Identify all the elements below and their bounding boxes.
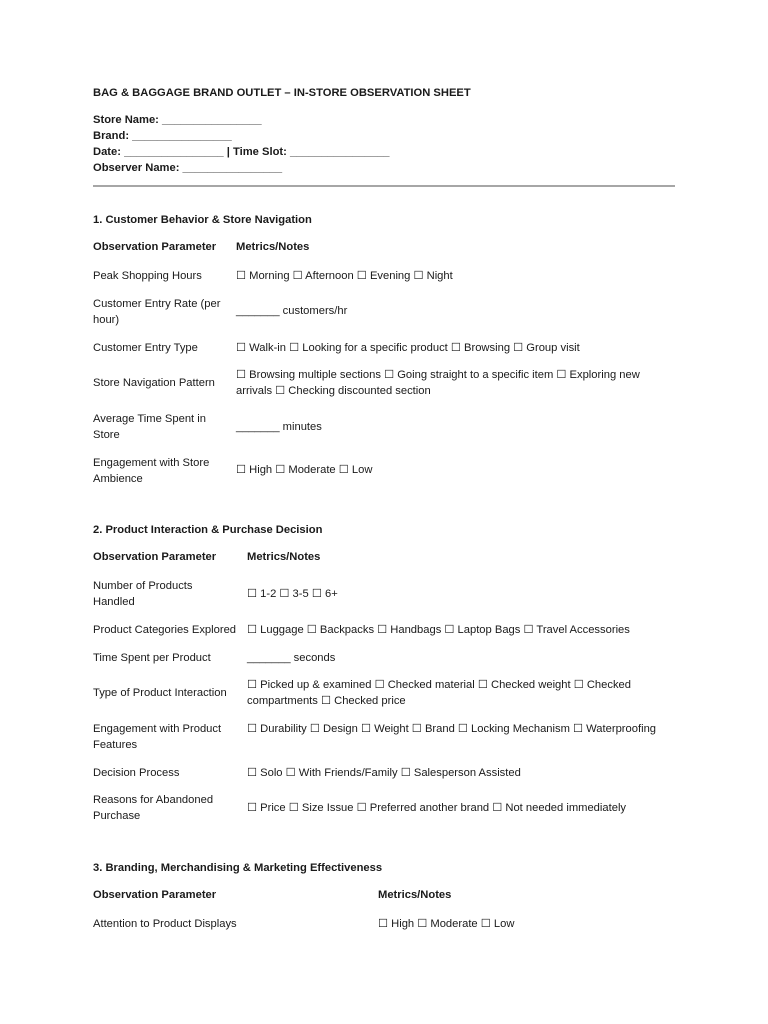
row-parameter: Store Navigation Pattern <box>93 377 215 389</box>
document-title: BAG & BAGGAGE BRAND OUTLET – IN-STORE OBSERVATION SHEET <box>93 87 471 99</box>
row-parameter: Product Categories Explored <box>93 624 237 636</box>
column-header-metrics: Metrics/Notes <box>236 241 310 253</box>
row-parameter: Peak Shopping Hours <box>93 270 202 282</box>
row-metric: ☐ Browsing multiple sections ☐ Going straight to a specific item ☐ Exploring new arrivals ☐ Checking discounted section <box>236 369 640 397</box>
section-title: 2. Product Interaction & Purchase Decision <box>93 524 323 536</box>
row-parameter: Time Spent per Product <box>93 652 211 664</box>
row-metric: ☐ 1-2 ☐ 3-5 ☐ 6+ <box>247 588 338 600</box>
row-metric: ☐ Price ☐ Size Issue ☐ Preferred another brand ☐ Not needed immediately <box>247 802 627 814</box>
row-parameter: Type of Product Interaction <box>93 687 227 699</box>
row-parameter: Attention to Product Displays <box>93 918 237 930</box>
row-metric: ☐ Picked up & examined ☐ Checked material ☐ Checked weight ☐ Checked compartments ☐ Checked price <box>247 679 632 707</box>
row-parameter: Decision Process <box>93 767 180 779</box>
row-parameter: Engagement with Store Ambience <box>93 457 210 485</box>
row-metric: ☐ High ☐ Moderate ☐ Low <box>378 918 515 930</box>
row-parameter: Average Time Spent in Store <box>93 413 206 441</box>
column-header-parameter: Observation Parameter <box>93 889 217 901</box>
header-divider <box>93 185 675 187</box>
section-title: 1. Customer Behavior & Store Navigation <box>93 214 312 226</box>
row-metric: ☐ Solo ☐ With Friends/Family ☐ Salesperson Assisted <box>247 767 521 779</box>
row-metric: ☐ Luggage ☐ Backpacks ☐ Handbags ☐ Laptop Bags ☐ Travel Accessories <box>247 624 630 636</box>
row-metric: ☐ High ☐ Moderate ☐ Low <box>236 464 373 476</box>
store-name-field: Store Name: ________________ <box>93 114 262 126</box>
brand-field: Brand: ________________ <box>93 130 232 142</box>
row-parameter: Engagement with Product Features <box>93 723 222 751</box>
row-metric: _______ minutes <box>236 421 322 433</box>
column-header-parameter: Observation Parameter <box>93 551 217 563</box>
row-parameter: Reasons for Abandoned Purchase <box>93 794 214 822</box>
row-parameter: Number of Products Handled <box>93 580 193 608</box>
row-parameter: Customer Entry Type <box>93 342 198 354</box>
row-metric: _______ seconds <box>247 652 336 664</box>
column-header-parameter: Observation Parameter <box>93 241 217 253</box>
observer-name-field: Observer Name: ________________ <box>93 162 283 174</box>
column-header-metrics: Metrics/Notes <box>247 551 321 563</box>
date-time-slot-field: Date: ________________ | Time Slot: ________________ <box>93 146 390 158</box>
column-header-metrics: Metrics/Notes <box>378 889 452 901</box>
row-parameter: Customer Entry Rate (per hour) <box>93 298 221 326</box>
row-metric: ☐ Walk-in ☐ Looking for a specific product ☐ Browsing ☐ Group visit <box>236 342 580 354</box>
row-metric: ☐ Durability ☐ Design ☐ Weight ☐ Brand ☐ Locking Mechanism ☐ Waterproofing <box>247 723 657 735</box>
section-title: 3. Branding, Merchandising & Marketing Effectiveness <box>93 862 383 874</box>
row-metric: _______ customers/hr <box>236 305 348 317</box>
row-metric: ☐ Morning ☐ Afternoon ☐ Evening ☐ Night <box>236 270 453 282</box>
